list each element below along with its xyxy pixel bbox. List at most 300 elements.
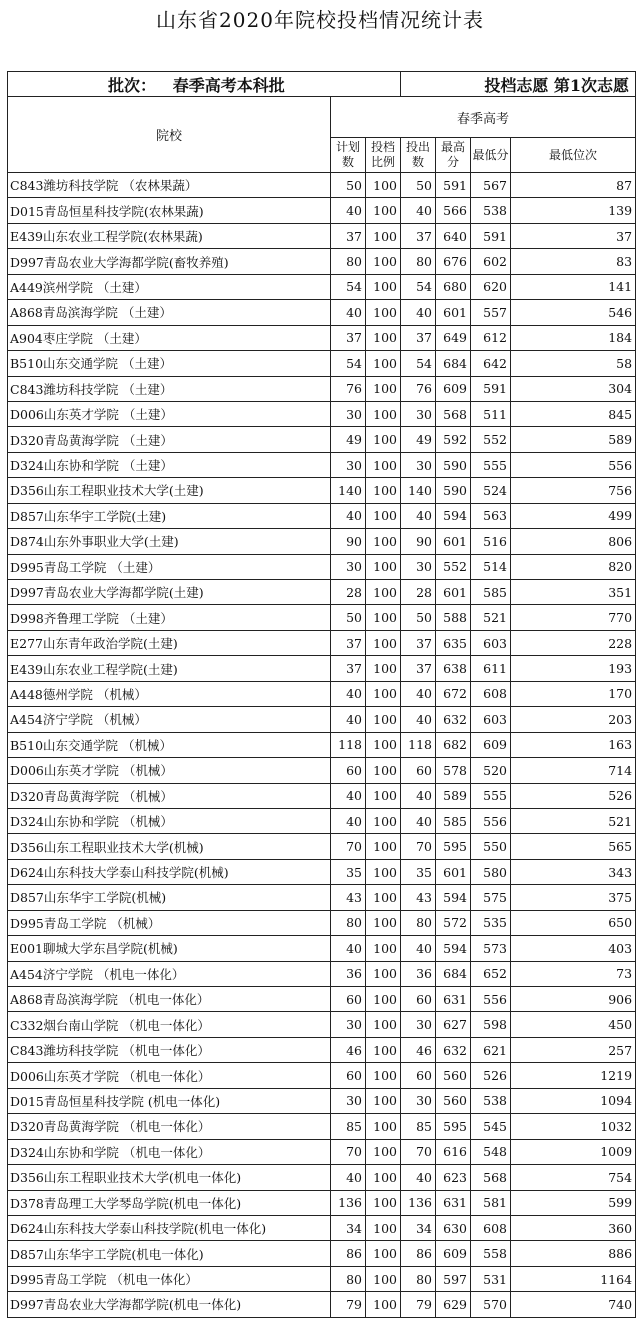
max-score: 616 bbox=[436, 1139, 471, 1164]
issued-count: 80 bbox=[401, 1266, 436, 1291]
plan-count: 37 bbox=[331, 325, 366, 350]
issued-count: 37 bbox=[401, 630, 436, 655]
min-score: 598 bbox=[471, 1012, 511, 1037]
school-name: D324山东协和学院 （机电一体化） bbox=[8, 1139, 331, 1164]
max-score: 629 bbox=[436, 1292, 471, 1317]
table-row bbox=[8, 452, 636, 477]
school-name: A448德州学院 （机械） bbox=[8, 681, 331, 706]
issued-count: 36 bbox=[401, 961, 436, 986]
table-row bbox=[8, 707, 636, 732]
plan-count: 136 bbox=[331, 1190, 366, 1215]
max-score: 630 bbox=[436, 1215, 471, 1240]
school-name: D015青岛恒星科技学院(农林果蔬) bbox=[8, 198, 331, 223]
table-row bbox=[8, 351, 636, 376]
plan-count: 36 bbox=[331, 961, 366, 986]
max-score: 597 bbox=[436, 1266, 471, 1291]
min-rank: 257 bbox=[511, 1037, 636, 1062]
plan-count: 60 bbox=[331, 1063, 366, 1088]
ratio: 100 bbox=[366, 885, 401, 910]
max-score: 560 bbox=[436, 1063, 471, 1088]
school-name: D857山东华宇工学院(机械) bbox=[8, 885, 331, 910]
min-rank: 886 bbox=[511, 1241, 636, 1266]
header-max-score: 最高分 bbox=[436, 138, 471, 173]
table-row bbox=[8, 325, 636, 350]
issued-count: 79 bbox=[401, 1292, 436, 1317]
plan-count: 50 bbox=[331, 173, 366, 198]
ratio: 100 bbox=[366, 1190, 401, 1215]
min-score: 603 bbox=[471, 630, 511, 655]
issued-count: 30 bbox=[401, 1088, 436, 1113]
plan-count: 40 bbox=[331, 198, 366, 223]
min-rank: 714 bbox=[511, 758, 636, 783]
school-name: D320青岛黄海学院 （机械） bbox=[8, 783, 331, 808]
ratio: 100 bbox=[366, 681, 401, 706]
table-row bbox=[8, 529, 636, 554]
issued-count: 37 bbox=[401, 223, 436, 248]
header-ratio: 投档比例 bbox=[366, 138, 401, 173]
plan-count: 40 bbox=[331, 300, 366, 325]
table-row bbox=[8, 732, 636, 757]
ratio: 100 bbox=[366, 732, 401, 757]
min-rank: 170 bbox=[511, 681, 636, 706]
max-score: 594 bbox=[436, 936, 471, 961]
min-rank: 546 bbox=[511, 300, 636, 325]
school-name: D324山东协和学院 （机械） bbox=[8, 808, 331, 833]
min-score: 514 bbox=[471, 554, 511, 579]
min-rank: 403 bbox=[511, 936, 636, 961]
plan-count: 30 bbox=[331, 401, 366, 426]
table-row bbox=[8, 173, 636, 198]
max-score: 595 bbox=[436, 1114, 471, 1139]
max-score: 631 bbox=[436, 1190, 471, 1215]
min-score: 581 bbox=[471, 1190, 511, 1215]
ratio: 100 bbox=[366, 834, 401, 859]
school-name: D874山东外事职业大学(土建) bbox=[8, 529, 331, 554]
table-row bbox=[8, 223, 636, 248]
ratio: 100 bbox=[366, 478, 401, 503]
min-score: 538 bbox=[471, 1088, 511, 1113]
admission-table bbox=[7, 71, 636, 1318]
table-row bbox=[8, 1139, 636, 1164]
min-rank: 141 bbox=[511, 274, 636, 299]
plan-count: 60 bbox=[331, 987, 366, 1012]
min-rank: 1032 bbox=[511, 1114, 636, 1139]
issued-count: 34 bbox=[401, 1215, 436, 1240]
min-score: 556 bbox=[471, 987, 511, 1012]
plan-count: 37 bbox=[331, 223, 366, 248]
school-name: E439山东农业工程学院(土建) bbox=[8, 656, 331, 681]
table-row bbox=[8, 936, 636, 961]
min-score: 621 bbox=[471, 1037, 511, 1062]
max-score: 649 bbox=[436, 325, 471, 350]
table-row bbox=[8, 427, 636, 452]
plan-count: 79 bbox=[331, 1292, 366, 1317]
min-rank: 906 bbox=[511, 987, 636, 1012]
min-rank: 450 bbox=[511, 1012, 636, 1037]
table-row bbox=[8, 681, 636, 706]
min-rank: 521 bbox=[511, 808, 636, 833]
school-name: A868青岛滨海学院 （土建） bbox=[8, 300, 331, 325]
ratio: 100 bbox=[366, 1139, 401, 1164]
min-rank: 589 bbox=[511, 427, 636, 452]
min-rank: 526 bbox=[511, 783, 636, 808]
school-name: D324山东协和学院 （土建） bbox=[8, 452, 331, 477]
plan-count: 85 bbox=[331, 1114, 366, 1139]
school-name: D356山东工程职业技术大学(机械) bbox=[8, 834, 331, 859]
table-row bbox=[8, 198, 636, 223]
issued-count: 85 bbox=[401, 1114, 436, 1139]
max-score: 682 bbox=[436, 732, 471, 757]
ratio: 100 bbox=[366, 961, 401, 986]
school-name: D995青岛工学院 （机械） bbox=[8, 910, 331, 935]
table-row bbox=[8, 1012, 636, 1037]
issued-count: 30 bbox=[401, 401, 436, 426]
min-rank: 1009 bbox=[511, 1139, 636, 1164]
min-rank: 1164 bbox=[511, 1266, 636, 1291]
school-name: D998齐鲁理工学院 （土建） bbox=[8, 605, 331, 630]
table-row bbox=[8, 1190, 636, 1215]
ratio: 100 bbox=[366, 503, 401, 528]
plan-count: 140 bbox=[331, 478, 366, 503]
issued-count: 30 bbox=[401, 1012, 436, 1037]
max-score: 601 bbox=[436, 529, 471, 554]
table-row bbox=[8, 885, 636, 910]
min-rank: 58 bbox=[511, 351, 636, 376]
school-name: C843潍坊科技学院 （土建） bbox=[8, 376, 331, 401]
plan-count: 40 bbox=[331, 681, 366, 706]
issued-count: 86 bbox=[401, 1241, 436, 1266]
min-score: 552 bbox=[471, 427, 511, 452]
issued-count: 40 bbox=[401, 681, 436, 706]
min-rank: 87 bbox=[511, 173, 636, 198]
ratio: 100 bbox=[366, 376, 401, 401]
school-name: B510山东交通学院 （机械） bbox=[8, 732, 331, 757]
plan-count: 37 bbox=[331, 656, 366, 681]
table-row bbox=[8, 1165, 636, 1190]
plan-count: 60 bbox=[331, 758, 366, 783]
school-name: E277山东青年政治学院(土建) bbox=[8, 630, 331, 655]
school-name: A449滨州学院 （土建） bbox=[8, 274, 331, 299]
volunteer-cell bbox=[401, 72, 636, 97]
plan-count: 80 bbox=[331, 249, 366, 274]
issued-count: 54 bbox=[401, 274, 436, 299]
min-score: 620 bbox=[471, 274, 511, 299]
min-score: 538 bbox=[471, 198, 511, 223]
max-score: 627 bbox=[436, 1012, 471, 1037]
issued-count: 90 bbox=[401, 529, 436, 554]
ratio: 100 bbox=[366, 1088, 401, 1113]
school-name: A454济宁学院 （机械） bbox=[8, 707, 331, 732]
min-score: 520 bbox=[471, 758, 511, 783]
issued-count: 40 bbox=[401, 1165, 436, 1190]
school-name: D995青岛工学院 （土建） bbox=[8, 554, 331, 579]
issued-count: 80 bbox=[401, 910, 436, 935]
min-score: 609 bbox=[471, 732, 511, 757]
min-score: 556 bbox=[471, 808, 511, 833]
min-rank: 304 bbox=[511, 376, 636, 401]
min-score: 531 bbox=[471, 1266, 511, 1291]
school-name: C332烟台南山学院 （机电一体化） bbox=[8, 1012, 331, 1037]
issued-count: 140 bbox=[401, 478, 436, 503]
table-row bbox=[8, 987, 636, 1012]
min-rank: 1094 bbox=[511, 1088, 636, 1113]
plan-count: 50 bbox=[331, 605, 366, 630]
max-score: 684 bbox=[436, 351, 471, 376]
min-score: 611 bbox=[471, 656, 511, 681]
school-name: A454济宁学院 （机电一体化） bbox=[8, 961, 331, 986]
school-name: D320青岛黄海学院 （机电一体化） bbox=[8, 1114, 331, 1139]
min-score: 555 bbox=[471, 783, 511, 808]
max-score: 623 bbox=[436, 1165, 471, 1190]
table-row bbox=[8, 656, 636, 681]
plan-count: 37 bbox=[331, 630, 366, 655]
table-row bbox=[8, 554, 636, 579]
min-rank: 83 bbox=[511, 249, 636, 274]
school-name: B510山东交通学院 （土建） bbox=[8, 351, 331, 376]
table-row bbox=[8, 1114, 636, 1139]
table-row bbox=[8, 758, 636, 783]
issued-count: 40 bbox=[401, 936, 436, 961]
min-score: 570 bbox=[471, 1292, 511, 1317]
volunteer-label: 投档志愿 第1次志愿 bbox=[484, 75, 630, 95]
header-min-rank: 最低位次 bbox=[511, 138, 636, 173]
max-score: 609 bbox=[436, 1241, 471, 1266]
school-name: D356山东工程职业技术大学(机电一体化) bbox=[8, 1165, 331, 1190]
max-score: 589 bbox=[436, 783, 471, 808]
table-row bbox=[8, 605, 636, 630]
min-score: 612 bbox=[471, 325, 511, 350]
min-rank: 556 bbox=[511, 452, 636, 477]
min-rank: 184 bbox=[511, 325, 636, 350]
min-rank: 73 bbox=[511, 961, 636, 986]
table-row bbox=[8, 580, 636, 605]
issued-count: 30 bbox=[401, 452, 436, 477]
school-name: D857山东华宇工学院(土建) bbox=[8, 503, 331, 528]
issued-count: 30 bbox=[401, 554, 436, 579]
ratio: 100 bbox=[366, 401, 401, 426]
min-rank: 756 bbox=[511, 478, 636, 503]
plan-count: 54 bbox=[331, 351, 366, 376]
min-score: 516 bbox=[471, 529, 511, 554]
plan-count: 90 bbox=[331, 529, 366, 554]
ratio: 100 bbox=[366, 173, 401, 198]
min-rank: 203 bbox=[511, 707, 636, 732]
min-score: 652 bbox=[471, 961, 511, 986]
plan-count: 28 bbox=[331, 580, 366, 605]
max-score: 680 bbox=[436, 274, 471, 299]
min-score: 608 bbox=[471, 681, 511, 706]
header-row-1 bbox=[8, 97, 636, 138]
plan-count: 70 bbox=[331, 1139, 366, 1164]
max-score: 601 bbox=[436, 859, 471, 884]
min-score: 573 bbox=[471, 936, 511, 961]
min-score: 563 bbox=[471, 503, 511, 528]
min-score: 524 bbox=[471, 478, 511, 503]
ratio: 100 bbox=[366, 1292, 401, 1317]
plan-count: 49 bbox=[331, 427, 366, 452]
ratio: 100 bbox=[366, 529, 401, 554]
issued-count: 136 bbox=[401, 1190, 436, 1215]
table-row bbox=[8, 478, 636, 503]
table-row bbox=[8, 1241, 636, 1266]
school-name: E001聊城大学东昌学院(机械) bbox=[8, 936, 331, 961]
max-score: 578 bbox=[436, 758, 471, 783]
min-score: 535 bbox=[471, 910, 511, 935]
batch-name: 春季高考本科批 bbox=[172, 75, 285, 95]
ratio: 100 bbox=[366, 605, 401, 630]
ratio: 100 bbox=[366, 910, 401, 935]
min-score: 557 bbox=[471, 300, 511, 325]
min-rank: 37 bbox=[511, 223, 636, 248]
plan-count: 80 bbox=[331, 1266, 366, 1291]
header-issued: 投出数 bbox=[401, 138, 436, 173]
max-score: 560 bbox=[436, 1088, 471, 1113]
min-score: 608 bbox=[471, 1215, 511, 1240]
ratio: 100 bbox=[366, 936, 401, 961]
max-score: 638 bbox=[436, 656, 471, 681]
ratio: 100 bbox=[366, 427, 401, 452]
issued-count: 118 bbox=[401, 732, 436, 757]
max-score: 635 bbox=[436, 630, 471, 655]
school-name: D857山东华宇工学院(机电一体化) bbox=[8, 1241, 331, 1266]
min-score: 548 bbox=[471, 1139, 511, 1164]
min-rank: 650 bbox=[511, 910, 636, 935]
min-rank: 845 bbox=[511, 401, 636, 426]
table-row bbox=[8, 1266, 636, 1291]
min-rank: 228 bbox=[511, 630, 636, 655]
ratio: 100 bbox=[366, 274, 401, 299]
min-score: 602 bbox=[471, 249, 511, 274]
plan-count: 118 bbox=[331, 732, 366, 757]
ratio: 100 bbox=[366, 351, 401, 376]
max-score: 631 bbox=[436, 987, 471, 1012]
min-score: 603 bbox=[471, 707, 511, 732]
ratio: 100 bbox=[366, 1063, 401, 1088]
issued-count: 43 bbox=[401, 885, 436, 910]
max-score: 590 bbox=[436, 452, 471, 477]
issued-count: 60 bbox=[401, 987, 436, 1012]
min-rank: 499 bbox=[511, 503, 636, 528]
ratio: 100 bbox=[366, 554, 401, 579]
max-score: 632 bbox=[436, 707, 471, 732]
school-name: A904枣庄学院 （土建） bbox=[8, 325, 331, 350]
min-score: 642 bbox=[471, 351, 511, 376]
ratio: 100 bbox=[366, 223, 401, 248]
max-score: 595 bbox=[436, 834, 471, 859]
ratio: 100 bbox=[366, 1241, 401, 1266]
plan-count: 30 bbox=[331, 1088, 366, 1113]
table-row bbox=[8, 961, 636, 986]
issued-count: 70 bbox=[401, 1139, 436, 1164]
table-row bbox=[8, 300, 636, 325]
table-row bbox=[8, 910, 636, 935]
table-row bbox=[8, 1037, 636, 1062]
issued-count: 40 bbox=[401, 503, 436, 528]
school-name: D006山东英才学院 （机电一体化） bbox=[8, 1063, 331, 1088]
max-score: 640 bbox=[436, 223, 471, 248]
batch-label: 批次： bbox=[108, 75, 157, 95]
ratio: 100 bbox=[366, 198, 401, 223]
plan-count: 43 bbox=[331, 885, 366, 910]
school-name: C843潍坊科技学院 （机电一体化） bbox=[8, 1037, 331, 1062]
issued-count: 35 bbox=[401, 859, 436, 884]
ratio: 100 bbox=[366, 1012, 401, 1037]
issued-count: 28 bbox=[401, 580, 436, 605]
issued-count: 40 bbox=[401, 300, 436, 325]
max-score: 572 bbox=[436, 910, 471, 935]
school-name: C843潍坊科技学院 （农林果蔬） bbox=[8, 173, 331, 198]
plan-count: 35 bbox=[331, 859, 366, 884]
min-rank: 565 bbox=[511, 834, 636, 859]
issued-count: 40 bbox=[401, 808, 436, 833]
max-score: 591 bbox=[436, 173, 471, 198]
school-name: D997青岛农业大学海都学院(畜牧养殖) bbox=[8, 249, 331, 274]
plan-count: 40 bbox=[331, 503, 366, 528]
header-plan: 计划数 bbox=[331, 138, 366, 173]
issued-count: 80 bbox=[401, 249, 436, 274]
ratio: 100 bbox=[366, 656, 401, 681]
ratio: 100 bbox=[366, 1114, 401, 1139]
issued-count: 37 bbox=[401, 656, 436, 681]
issued-count: 37 bbox=[401, 325, 436, 350]
table-row bbox=[8, 376, 636, 401]
ratio: 100 bbox=[366, 1165, 401, 1190]
min-rank: 806 bbox=[511, 529, 636, 554]
ratio: 100 bbox=[366, 808, 401, 833]
min-rank: 193 bbox=[511, 656, 636, 681]
ratio: 100 bbox=[366, 249, 401, 274]
ratio: 100 bbox=[366, 1215, 401, 1240]
plan-count: 80 bbox=[331, 910, 366, 935]
issued-count: 49 bbox=[401, 427, 436, 452]
issued-count: 50 bbox=[401, 173, 436, 198]
issued-count: 40 bbox=[401, 783, 436, 808]
issued-count: 40 bbox=[401, 198, 436, 223]
school-name: D378青岛理工大学琴岛学院(机电一体化) bbox=[8, 1190, 331, 1215]
plan-count: 30 bbox=[331, 554, 366, 579]
ratio: 100 bbox=[366, 783, 401, 808]
min-score: 558 bbox=[471, 1241, 511, 1266]
header-group: 春季高考 bbox=[331, 97, 636, 138]
min-rank: 599 bbox=[511, 1190, 636, 1215]
ratio: 100 bbox=[366, 452, 401, 477]
ratio: 100 bbox=[366, 859, 401, 884]
plan-count: 86 bbox=[331, 1241, 366, 1266]
school-name: A868青岛滨海学院 （机电一体化） bbox=[8, 987, 331, 1012]
max-score: 585 bbox=[436, 808, 471, 833]
ratio: 100 bbox=[366, 1266, 401, 1291]
plan-count: 46 bbox=[331, 1037, 366, 1062]
table-row bbox=[8, 503, 636, 528]
min-score: 575 bbox=[471, 885, 511, 910]
school-name: D006山东英才学院 （土建） bbox=[8, 401, 331, 426]
max-score: 601 bbox=[436, 580, 471, 605]
min-rank: 139 bbox=[511, 198, 636, 223]
header-min-score: 最低分 bbox=[471, 138, 511, 173]
issued-count: 40 bbox=[401, 707, 436, 732]
max-score: 568 bbox=[436, 401, 471, 426]
min-score: 567 bbox=[471, 173, 511, 198]
issued-count: 76 bbox=[401, 376, 436, 401]
ratio: 100 bbox=[366, 325, 401, 350]
min-score: 591 bbox=[471, 223, 511, 248]
min-score: 550 bbox=[471, 834, 511, 859]
ratio: 100 bbox=[366, 1037, 401, 1062]
plan-count: 76 bbox=[331, 376, 366, 401]
min-score: 580 bbox=[471, 859, 511, 884]
school-name: D995青岛工学院 （机电一体化） bbox=[8, 1266, 331, 1291]
school-name: E439山东农业工程学院(农林果蔬) bbox=[8, 223, 331, 248]
